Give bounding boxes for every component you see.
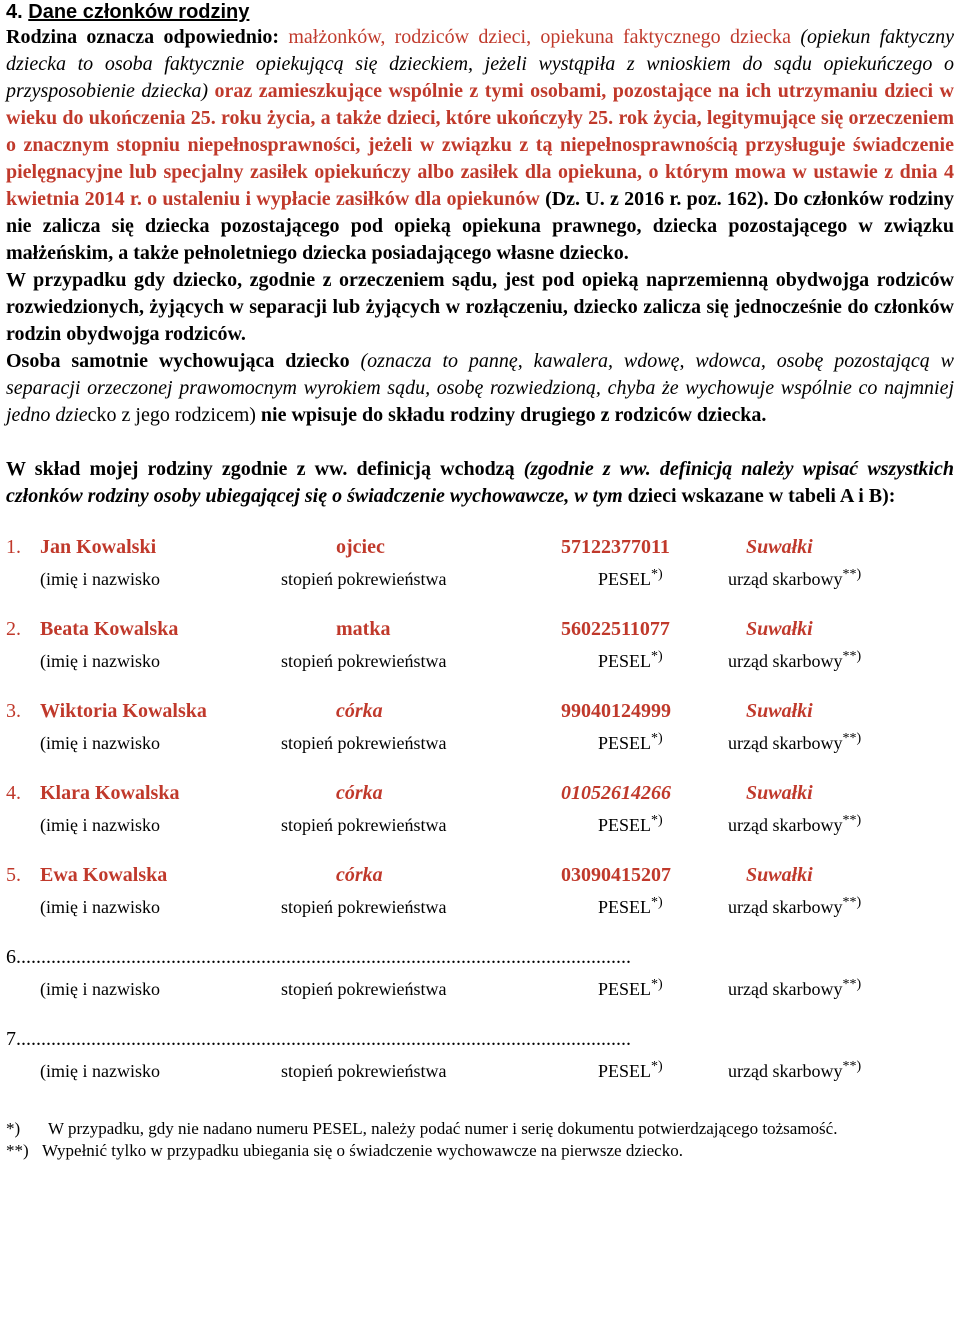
section-heading <box>6 0 954 24</box>
tax-office-label: urząd skarbowy**) <box>728 567 862 589</box>
tax-office-footnote-mark: **) <box>842 731 862 746</box>
pesel-footnote-mark: *) <box>651 1059 663 1074</box>
name-label: (imię i nazwisko <box>40 815 160 835</box>
single-parent-note: (oznacza to pannę, kawalera, wdowę, wdowca, osobę pozostającą w separacji orzeczonej prawomocnym wyrokiem sądu, osobę rozwiedzioną, chyba że wychowuje wspólnie co najmniej jedno dzie <box>6 350 954 426</box>
member-pesel: 01052614266 <box>561 782 671 804</box>
name-label: (imię i nazwisko <box>40 569 160 589</box>
footnote <box>6 1140 954 1162</box>
relation-label: stopień pokrewieństwa <box>281 1061 447 1081</box>
member-name: Ewa Kowalska <box>40 864 168 886</box>
pesel-footnote-mark: *) <box>651 895 663 910</box>
pesel-label: PESEL*) <box>598 813 663 835</box>
name-label: (imię i nazwisko <box>40 1061 160 1081</box>
member-relation: matka <box>336 618 391 640</box>
tax-office-footnote-mark: **) <box>842 813 862 828</box>
pesel-footnote-mark: *) <box>651 813 663 828</box>
member-values <box>6 862 954 892</box>
member-number: 1. <box>6 536 21 558</box>
member-name: Jan Kowalski <box>40 536 157 558</box>
member-values <box>6 698 954 728</box>
member-pesel: 57122377011 <box>561 536 670 558</box>
member-tax-office: Suwałki <box>746 782 813 804</box>
pesel-label: PESEL*) <box>598 731 663 753</box>
member-blank-line <box>6 944 954 974</box>
member-relation: córka <box>336 700 383 722</box>
member-labels <box>6 566 954 596</box>
relation-label: stopień pokrewieństwa <box>281 979 447 999</box>
member-pesel: 99040124999 <box>561 700 671 722</box>
family-member <box>6 534 954 616</box>
definition-intro-red: małżonków, rodziców dzieci, opiekuna faktycznego dziecka <box>288 26 792 48</box>
member-values <box>6 534 954 564</box>
composition-intro <box>6 456 954 510</box>
pesel-label: PESEL*) <box>598 895 663 917</box>
member-labels <box>6 894 954 924</box>
tax-office-label: urząd skarbowy**) <box>728 813 862 835</box>
pesel-footnote-mark: *) <box>651 649 663 664</box>
footnote-mark: **) <box>6 1141 29 1160</box>
member-labels <box>6 812 954 842</box>
empty-member-row <box>6 944 954 1026</box>
family-members-list <box>6 534 954 944</box>
member-labels <box>6 648 954 678</box>
empty-member-row <box>6 1026 954 1108</box>
composition-note: (zgodnie z ww. definicją należy wpisać wszystkich członków rodziny osoby ubiegającej się o świadczenie wychowawcze, w tym <box>6 458 954 507</box>
tax-office-footnote-mark: **) <box>842 1059 862 1074</box>
tax-office-label: urząd skarbowy**) <box>728 649 862 671</box>
definition-guardian-note: (opiekun faktyczny dziecka to osoba faktycznie opiekującą się dzieckiem, jeżeli wystąpiła z wnioskiem do sądu opiekuńczego o przysposobienie dziecka) <box>6 26 955 102</box>
member-number: 5. <box>6 864 21 886</box>
footnote-text: W przypadku, gdy nie nadano numeru PESEL, należy podać numer i serię dokumentu potwierdzającego tożsamość. <box>48 1119 838 1138</box>
single-parent-lead: Osoba samotnie wychowująca dziecko <box>6 350 350 372</box>
empty-member-rows <box>6 944 954 1108</box>
composition-tail: dzieci wskazane w tabeli A i B): <box>622 485 896 507</box>
family-member <box>6 862 954 944</box>
name-label: (imię i nazwisko <box>40 733 160 753</box>
relation-label: stopień pokrewieństwa <box>281 815 447 835</box>
member-name: Klara Kowalska <box>40 782 180 804</box>
member-number: 4. <box>6 782 21 804</box>
member-relation: córka <box>336 864 383 886</box>
section-number: 4. <box>6 1 23 23</box>
alternating-care-paragraph: W przypadku gdy dziecko, zgodnie z orzeczeniem sądu, jest pod opieką naprzemienną obydwojga rodziców rozwiedzionych, żyjących w separacji lub żyjących w rozłączeniu, dziecko zalicza się jednocześnie do członków rodzin obydwojga rodziców. <box>6 269 954 345</box>
single-parent-note-tail: cko z jego rodzicem) <box>87 404 256 426</box>
pesel-footnote-mark: *) <box>651 977 663 992</box>
member-relation: córka <box>336 782 383 804</box>
relation-label: stopień pokrewieństwa <box>281 569 447 589</box>
member-values <box>6 780 954 810</box>
member-labels <box>6 976 954 1006</box>
member-tax-office: Suwałki <box>746 536 813 558</box>
relation-label: stopień pokrewieństwa <box>281 897 447 917</box>
tax-office-label: urząd skarbowy**) <box>728 1059 862 1081</box>
tax-office-label: urząd skarbowy**) <box>728 895 862 917</box>
relation-label: stopień pokrewieństwa <box>281 733 447 753</box>
member-pesel: 56022511077 <box>561 618 670 640</box>
tax-office-footnote-mark: **) <box>842 977 862 992</box>
section-title: Dane członków rodziny <box>28 1 250 23</box>
member-tax-office: Suwałki <box>746 700 813 722</box>
single-parent-paragraph <box>6 348 954 429</box>
family-definition <box>6 24 954 267</box>
name-label: (imię i nazwisko <box>40 979 160 999</box>
tax-office-footnote-mark: **) <box>842 895 862 910</box>
pesel-label: PESEL*) <box>598 649 663 671</box>
name-label: (imię i nazwisko <box>40 897 160 917</box>
definition-exclusion: Do członków rodziny nie zalicza się dziecka pozostającego pod opieką opiekuna prawnego, dziecka pozostającego w związku małżeńskim, a także pełnoletniego dziecka posiadającego własne dziecko. <box>6 188 954 264</box>
member-labels <box>6 1058 954 1088</box>
family-member <box>6 616 954 698</box>
blank-line-dots: 7........................................................................................................................... <box>6 1028 631 1050</box>
name-label: (imię i nazwisko <box>40 651 160 671</box>
member-pesel: 03090415207 <box>561 864 671 886</box>
pesel-footnote-mark: *) <box>651 731 663 746</box>
member-values <box>6 616 954 646</box>
footnote <box>6 1118 954 1140</box>
member-tax-office: Suwałki <box>746 618 813 640</box>
relation-label: stopień pokrewieństwa <box>281 651 447 671</box>
definition-citation: (Dz. U. z 2016 r. poz. 162). <box>539 188 769 210</box>
member-name: Beata Kowalska <box>40 618 179 640</box>
definition-children: oraz zamieszkujące wspólnie z tymi osobami, pozostające na ich utrzymaniu dzieci w wieku do ukończenia 25. roku życia, a także dzieci, które ukończyły 25. rok życia, legitymujące się orzeczeniem o znacznym stopniu niepełnosprawności, jeżeli w związku z tą niepełnosprawnością przysługuje świadczenie pielęgnacyjne lub specjalny zasiłek opiekuńczy albo zasiłek dla opiekuna, o którym mowa w ustawie z dnia 4 kwietnia 2014 r. o ustaleniu i wypłacie zasiłków dla opiekunów <box>6 80 955 210</box>
single-parent-tail: nie wpisuje do składu rodziny drugiego z rodziców dziecka. <box>255 404 767 426</box>
member-number: 2. <box>6 618 21 640</box>
member-labels <box>6 730 954 760</box>
blank-line-dots: 6........................................................................................................................... <box>6 946 631 968</box>
member-name: Wiktoria Kowalska <box>40 700 207 722</box>
member-relation: ojciec <box>336 536 385 558</box>
tax-office-footnote-mark: **) <box>842 649 862 664</box>
pesel-footnote-mark: *) <box>651 567 663 582</box>
member-blank-line <box>6 1026 954 1056</box>
pesel-label: PESEL*) <box>598 977 663 999</box>
footnote-mark: *) <box>6 1119 21 1138</box>
member-number: 3. <box>6 700 21 722</box>
pesel-label: PESEL*) <box>598 1059 663 1081</box>
footnote-text: Wypełnić tylko w przypadku ubiegania się o świadczenie wychowawcze na pierwsze dziecko. <box>42 1141 683 1160</box>
family-member <box>6 698 954 780</box>
tax-office-label: urząd skarbowy**) <box>728 731 862 753</box>
composition-lead: W skład mojej rodziny zgodnie z ww. definicją wchodzą <box>6 458 524 480</box>
footnotes <box>6 1118 954 1162</box>
family-member <box>6 780 954 862</box>
member-tax-office: Suwałki <box>746 864 813 886</box>
tax-office-label: urząd skarbowy**) <box>728 977 862 999</box>
definition-intro: Rodzina oznacza odpowiednio: <box>6 26 289 48</box>
pesel-label: PESEL*) <box>598 567 663 589</box>
tax-office-footnote-mark: **) <box>842 567 862 582</box>
